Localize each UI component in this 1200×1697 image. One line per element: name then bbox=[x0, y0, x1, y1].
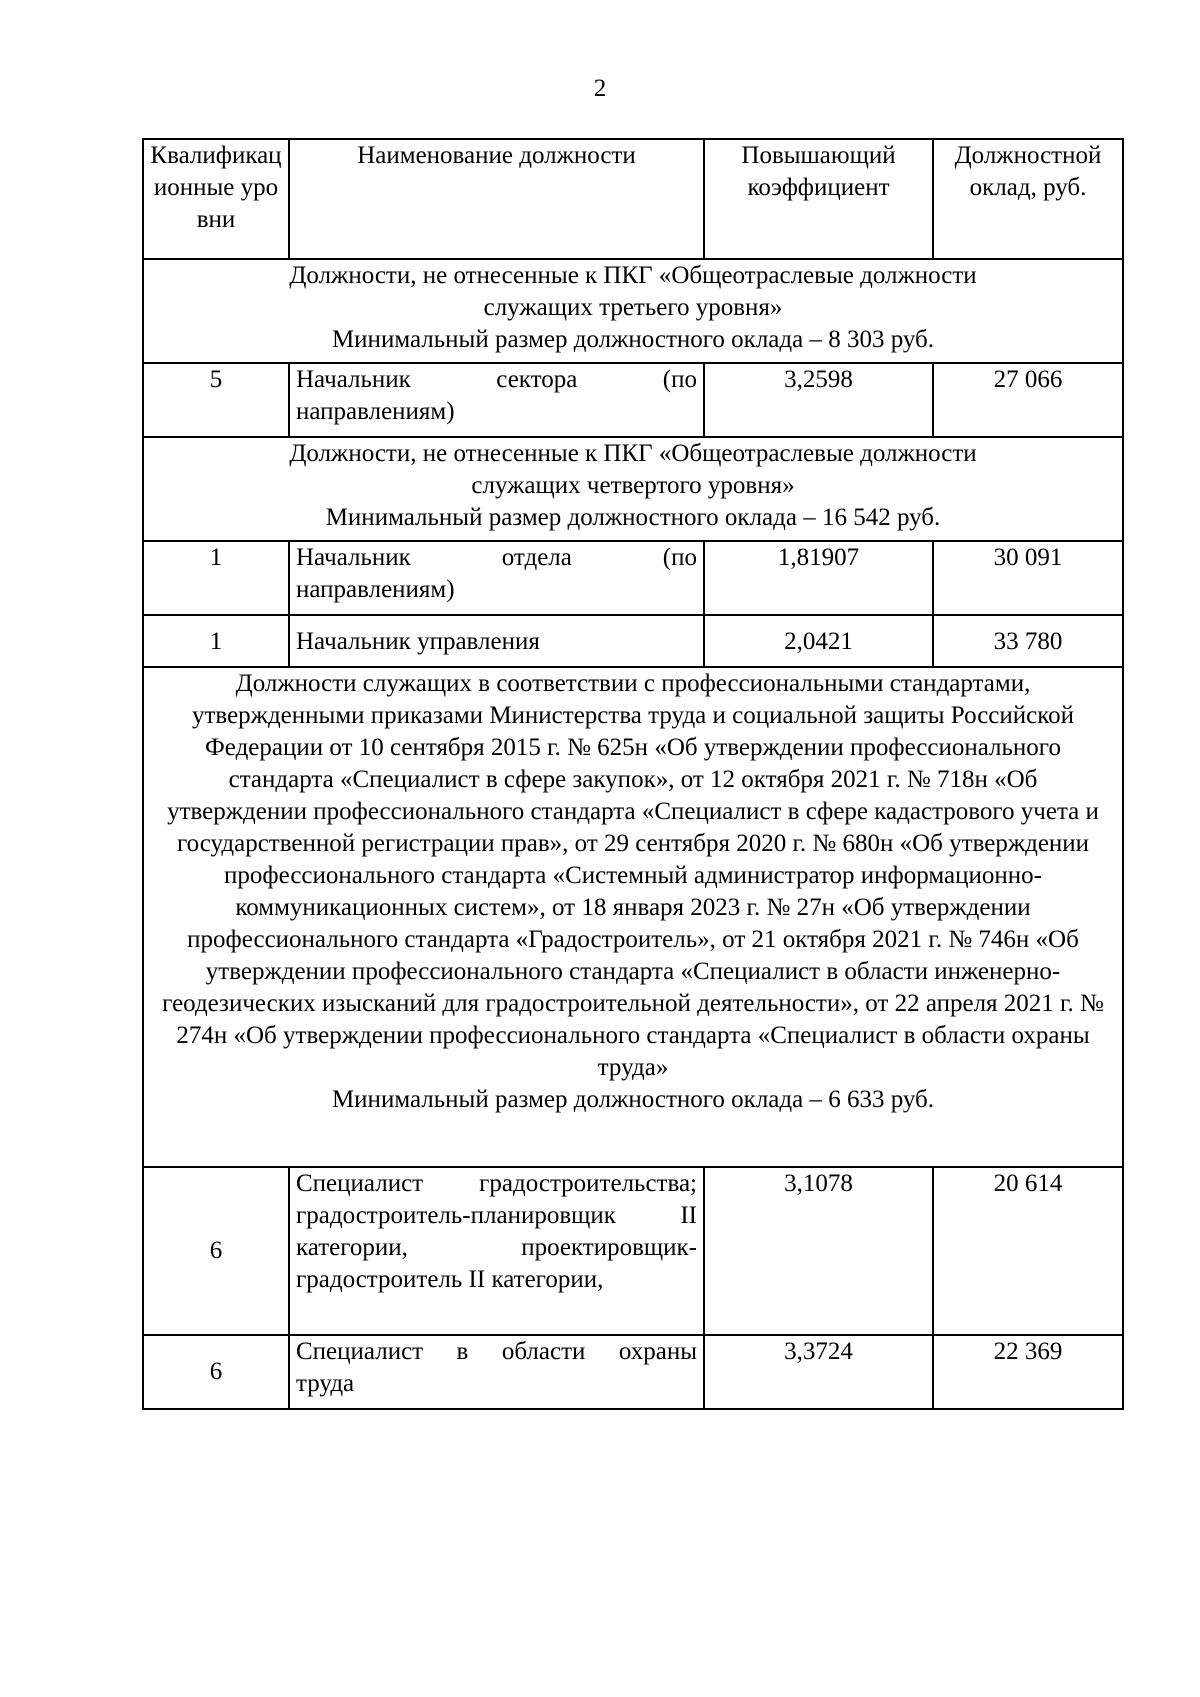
table-header-row bbox=[143, 139, 1123, 259]
section-cell bbox=[143, 437, 1123, 541]
cell-level: 1 bbox=[143, 541, 289, 615]
cell-position: Начальник сектора (по направлениям) bbox=[289, 363, 704, 437]
cell-position: Начальник управления bbox=[289, 615, 704, 667]
cell-level: 5 bbox=[143, 363, 289, 437]
section-min-salary: Минимальный размер должностного оклада – 6 633 руб. bbox=[331, 1086, 935, 1113]
section-cell bbox=[143, 259, 1123, 363]
header-position: Наименование должности bbox=[289, 139, 704, 259]
cell-level: 1 bbox=[143, 615, 289, 667]
cell-salary: 27 066 bbox=[933, 363, 1123, 437]
cell-coefficient: 3,3724 bbox=[704, 1335, 933, 1409]
section-title: Должности, не отнесенные к ПКГ «Общеотраслевые должности служащих третьего уровня» bbox=[289, 262, 977, 321]
cell-coefficient: 1,81907 bbox=[704, 541, 933, 615]
cell-level: 6 bbox=[143, 1167, 289, 1335]
cell-salary: 20 614 bbox=[933, 1167, 1123, 1335]
section-title: Должности служащих в соответствии с профессиональными стандартами, утвержденными приказами Министерства труда и социальной защиты Российской Федерации от 10 сентября 2015 г. № 625н «Об утверждении профессионального стандарта «Специалист в сфере закупок», от 12 октября 2021 г. № 718н «Об утверждении профессионального стандарта «Специалист в сфере кадастрового учета и государственной регистрации прав», от 29 сентября 2020 г. № 680н «Об утверждении профессионального стандарта «Системный администратор информационно-коммуникационных систем», от 18 января 2023 г. № 27н «Об утверждении профессионального стандарта «Градостроитель», от 21 октября 2021 г. № 746н «Об утверждении профессионального стандарта «Специалист в области инженерно-геодезических изысканий для градостроительной деятельности», от 22 апреля 2021 г. № 274н «Об утверждении профессионального стандарта «Специалист в области охраны труда» bbox=[162, 670, 1104, 1081]
section-cell bbox=[143, 667, 1123, 1167]
cell-position: Специалист в области охраны труда bbox=[289, 1335, 704, 1409]
cell-position: Начальник отдела (по направлениям) bbox=[289, 541, 704, 615]
cell-salary: 33 780 bbox=[933, 615, 1123, 667]
section-min-salary: Минимальный размер должностного оклада – 16 542 руб. bbox=[325, 504, 941, 531]
cell-coefficient: 2,0421 bbox=[704, 615, 933, 667]
header-coefficient: Повышающий коэффициент bbox=[704, 139, 933, 259]
section-header bbox=[143, 437, 1123, 541]
cell-position: Специалист градостроительства; градостроитель-планировщик II категории, проектировщик-градостроитель II категории, bbox=[289, 1167, 704, 1335]
table-row bbox=[143, 1335, 1123, 1409]
section-header bbox=[143, 667, 1123, 1167]
cell-salary: 30 091 bbox=[933, 541, 1123, 615]
header-level: Квалификационные уровни bbox=[143, 139, 289, 259]
salary-table bbox=[142, 138, 1124, 1410]
section-title: Должности, не отнесенные к ПКГ «Общеотраслевые должности служащих четвертого уровня» bbox=[289, 440, 977, 499]
cell-coefficient: 3,1078 bbox=[704, 1167, 933, 1335]
cell-coefficient: 3,2598 bbox=[704, 363, 933, 437]
table-row bbox=[143, 1167, 1123, 1335]
cell-level: 6 bbox=[143, 1335, 289, 1409]
section-min-salary: Минимальный размер должностного оклада – 8 303 руб. bbox=[331, 326, 935, 353]
cell-salary: 22 369 bbox=[933, 1335, 1123, 1409]
table-row bbox=[143, 615, 1123, 667]
table-row bbox=[143, 541, 1123, 615]
section-header bbox=[143, 259, 1123, 363]
page-number: 2 bbox=[593, 75, 607, 102]
header-salary: Должностной оклад, руб. bbox=[933, 139, 1123, 259]
table-row bbox=[143, 363, 1123, 437]
